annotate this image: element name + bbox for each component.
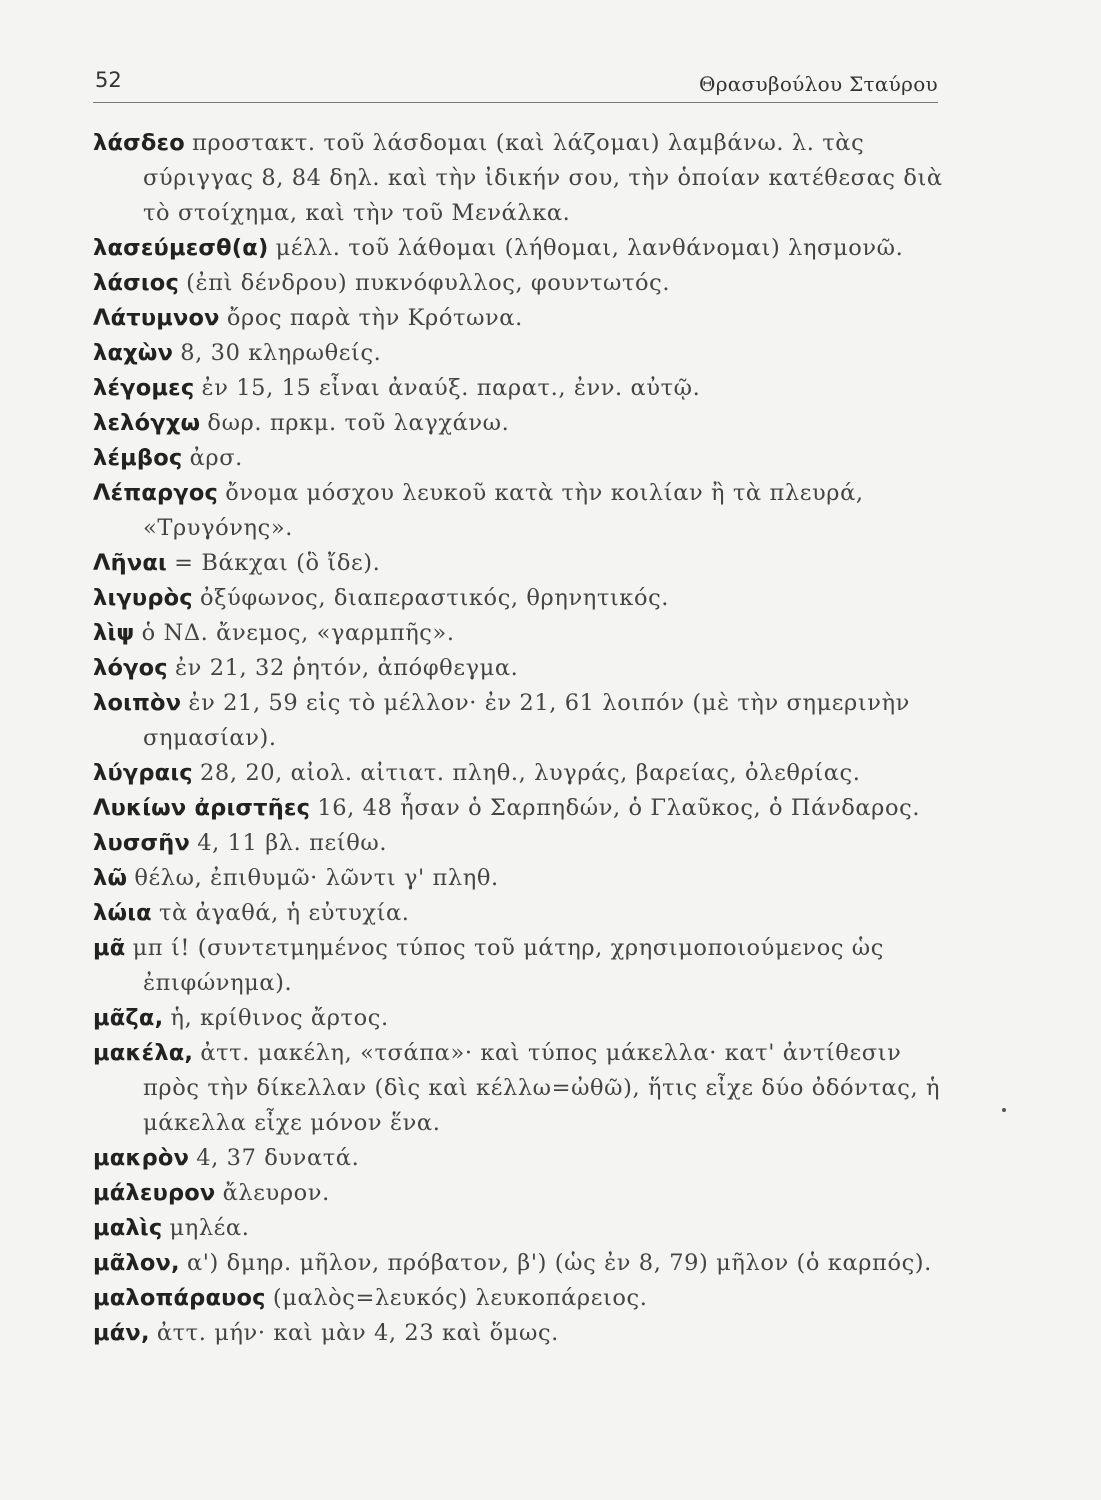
entry-lemma: μάν, — [93, 1320, 150, 1346]
print-speck — [1002, 1108, 1006, 1112]
entry-definition: 28, 20, αἰολ. αἰτιατ. πληθ., λυγράς, βαρείας, ὀλεθρίας. — [199, 760, 861, 786]
entry-definition: προστακτ. τοῦ λάσδομαι (καὶ λάζομαι) λαμβάνω. λ. τὰς σύριγγας 8, 84 δηλ. καὶ τὴν ἰδικήν σου, τὴν ὁποίαν κατέθεσας διὰ τὸ στοίχημα, καὶ τὴν τοῦ Μενάλκα. — [143, 130, 943, 226]
entry-lemma: λὶψ — [93, 620, 135, 646]
entry-definition: μπ ί! (συντετμημένος τύπος τοῦ μάτηρ, χρησιμοποιούμενος ὡς ἐπιφώνημα). — [132, 935, 884, 996]
entry-definition: ἀττ. μήν· καὶ μὰν 4, 23 καὶ ὅμως. — [156, 1320, 559, 1346]
glossary-entry — [93, 791, 943, 826]
entry-lemma: μᾶζα, — [93, 1005, 164, 1031]
entry-definition: = Βάκχαι (ὃ ἴδε). — [174, 550, 381, 576]
entry-lemma: Λέπαργος — [93, 480, 219, 506]
glossary-entry — [93, 826, 943, 861]
glossary-entry — [93, 756, 943, 791]
entry-definition: α') δμηρ. μῆλον, πρόβατον, β') (ὡς ἐν 8, 79) μῆλον (ὁ καρπός). — [186, 1250, 932, 1276]
entry-definition: ἀρσ. — [189, 445, 243, 471]
entry-lemma: λοιπὸν — [93, 690, 182, 716]
entry-lemma: λόγος — [93, 655, 168, 681]
glossary-entry — [93, 231, 943, 266]
entry-lemma: λέμβος — [93, 445, 183, 471]
glossary-entry — [93, 616, 943, 651]
entry-definition: ἐν 15, 15 εἶναι ἀναύξ. παρατ., ἐνν. αὐτῷ. — [201, 375, 701, 401]
entry-definition: ὁ ΝΔ. ἄνεμος, «γαρμπῆς». — [141, 620, 455, 646]
entry-lemma: μαλὶς — [93, 1215, 163, 1241]
glossary-entry — [93, 1316, 943, 1351]
entry-definition: 4, 11 βλ. πείθω. — [197, 830, 388, 856]
entry-lemma: λύγραις — [93, 760, 193, 786]
entry-lemma: μαλοπάραυος — [93, 1285, 266, 1311]
entry-lemma: λάσιος — [93, 270, 179, 296]
entry-lemma: Λυκίων ἀριστῆες — [93, 795, 311, 821]
entry-definition: 16, 48 ἦσαν ὁ Σαρπηδών, ὁ Γλαῦκος, ὁ Πάνδαρος. — [317, 795, 921, 821]
glossary-entry — [93, 126, 943, 231]
glossary-entry — [93, 1246, 943, 1281]
entry-lemma: λυσσῆν — [93, 830, 191, 856]
glossary-entry — [93, 861, 943, 896]
entry-definition: ὄρος παρὰ τὴν Κρότωνα. — [226, 305, 523, 331]
entry-lemma: μᾶλον, — [93, 1250, 180, 1276]
glossary-entry — [93, 1001, 943, 1036]
glossary-entry — [93, 1141, 943, 1176]
glossary-entry — [93, 1036, 943, 1141]
entry-definition: μέλλ. τοῦ λάθομαι (λήθομαι, λανθάνομαι) λησμονῶ. — [275, 235, 904, 261]
glossary-entry — [93, 1281, 943, 1316]
glossary-entry — [93, 931, 943, 1001]
entry-definition: δωρ. πρκμ. τοῦ λαγχάνω. — [207, 410, 510, 436]
entry-definition: (μαλὸς=λευκός) λευκοπάρειος. — [272, 1285, 648, 1311]
glossary-entries — [93, 126, 943, 1351]
entry-definition: ἡ, κρίθινος ἄρτος. — [170, 1005, 389, 1031]
entry-definition: θέλω, ἐπιθυμῶ· λῶντι γ' πληθ. — [134, 865, 499, 891]
entry-lemma: Λῆναι — [93, 550, 167, 576]
running-title: Θρασυβούλου Σταύρου — [699, 72, 938, 96]
entry-definition: μηλέα. — [169, 1215, 250, 1241]
entry-lemma: λῶ — [93, 865, 128, 891]
glossary-entry — [93, 686, 943, 756]
glossary-entry — [93, 406, 943, 441]
entry-lemma: λαχὼν — [93, 340, 174, 366]
glossary-entry — [93, 651, 943, 686]
entry-lemma: λάσδεο — [93, 130, 185, 156]
entry-definition: 4, 37 δυνατά. — [196, 1145, 360, 1171]
glossary-entry — [93, 1176, 943, 1211]
glossary-entry — [93, 301, 943, 336]
entry-definition: ἀττ. μακέλη, «τσάπα»· καὶ τύπος μάκελλα· κατ' ἀντίθεσιν πρὸς τὴν δίκελλαν (δὶς καὶ κέλλω=ὠθῶ), ἥτις εἶχε δύο ὀδόντας, ἡ μάκελλα εἶχε μόνον ἕνα. — [143, 1040, 941, 1136]
entry-definition: ἐν 21, 32 ῥητόν, ἀπόφθεγμα. — [174, 655, 519, 681]
entry-definition: ὄνομα μόσχου λευκοῦ κατὰ τὴν κοιλίαν ἢ τὰ πλευρά, «Τρυγόνης». — [143, 480, 864, 541]
page-header — [93, 66, 938, 103]
glossary-entry — [93, 581, 943, 616]
entry-definition: (ἐπὶ δένδρου) πυκνόφυλλος, φουντωτός. — [186, 270, 671, 296]
entry-lemma: λασεύμεσθ(α) — [93, 235, 269, 261]
entry-lemma: λώια — [93, 900, 152, 926]
glossary-entry — [93, 266, 943, 301]
entry-lemma: λελόγχω — [93, 410, 201, 436]
glossary-entry — [93, 336, 943, 371]
entry-lemma: λέγομες — [93, 375, 195, 401]
entry-lemma: μᾶ — [93, 935, 126, 961]
entry-lemma: μακρὸν — [93, 1145, 190, 1171]
glossary-entry — [93, 476, 943, 546]
glossary-entry — [93, 896, 943, 931]
page-number: 52 — [95, 68, 122, 92]
glossary-entry — [93, 371, 943, 406]
entry-definition: ἄλευρον. — [222, 1180, 330, 1206]
entry-definition: ἐν 21, 59 εἰς τὸ μέλλον· ἐν 21, 61 λοιπόν (μὲ τὴν σημερινὴν σημασίαν). — [143, 690, 910, 751]
entry-definition: 8, 30 κληρωθείς. — [180, 340, 382, 366]
entry-lemma: μάλευρον — [93, 1180, 216, 1206]
glossary-entry — [93, 441, 943, 476]
glossary-entry — [93, 546, 943, 581]
entry-definition: τὰ ἀγαθά, ἡ εὐτυχία. — [158, 900, 410, 926]
entry-lemma: Λάτυμνον — [93, 305, 220, 331]
glossary-entry — [93, 1211, 943, 1246]
entry-lemma: λιγυρὸς — [93, 585, 193, 611]
entry-lemma: μακέλα, — [93, 1040, 194, 1066]
entry-definition: ὀξύφωνος, διαπεραστικός, θρηνητικός. — [199, 585, 670, 611]
